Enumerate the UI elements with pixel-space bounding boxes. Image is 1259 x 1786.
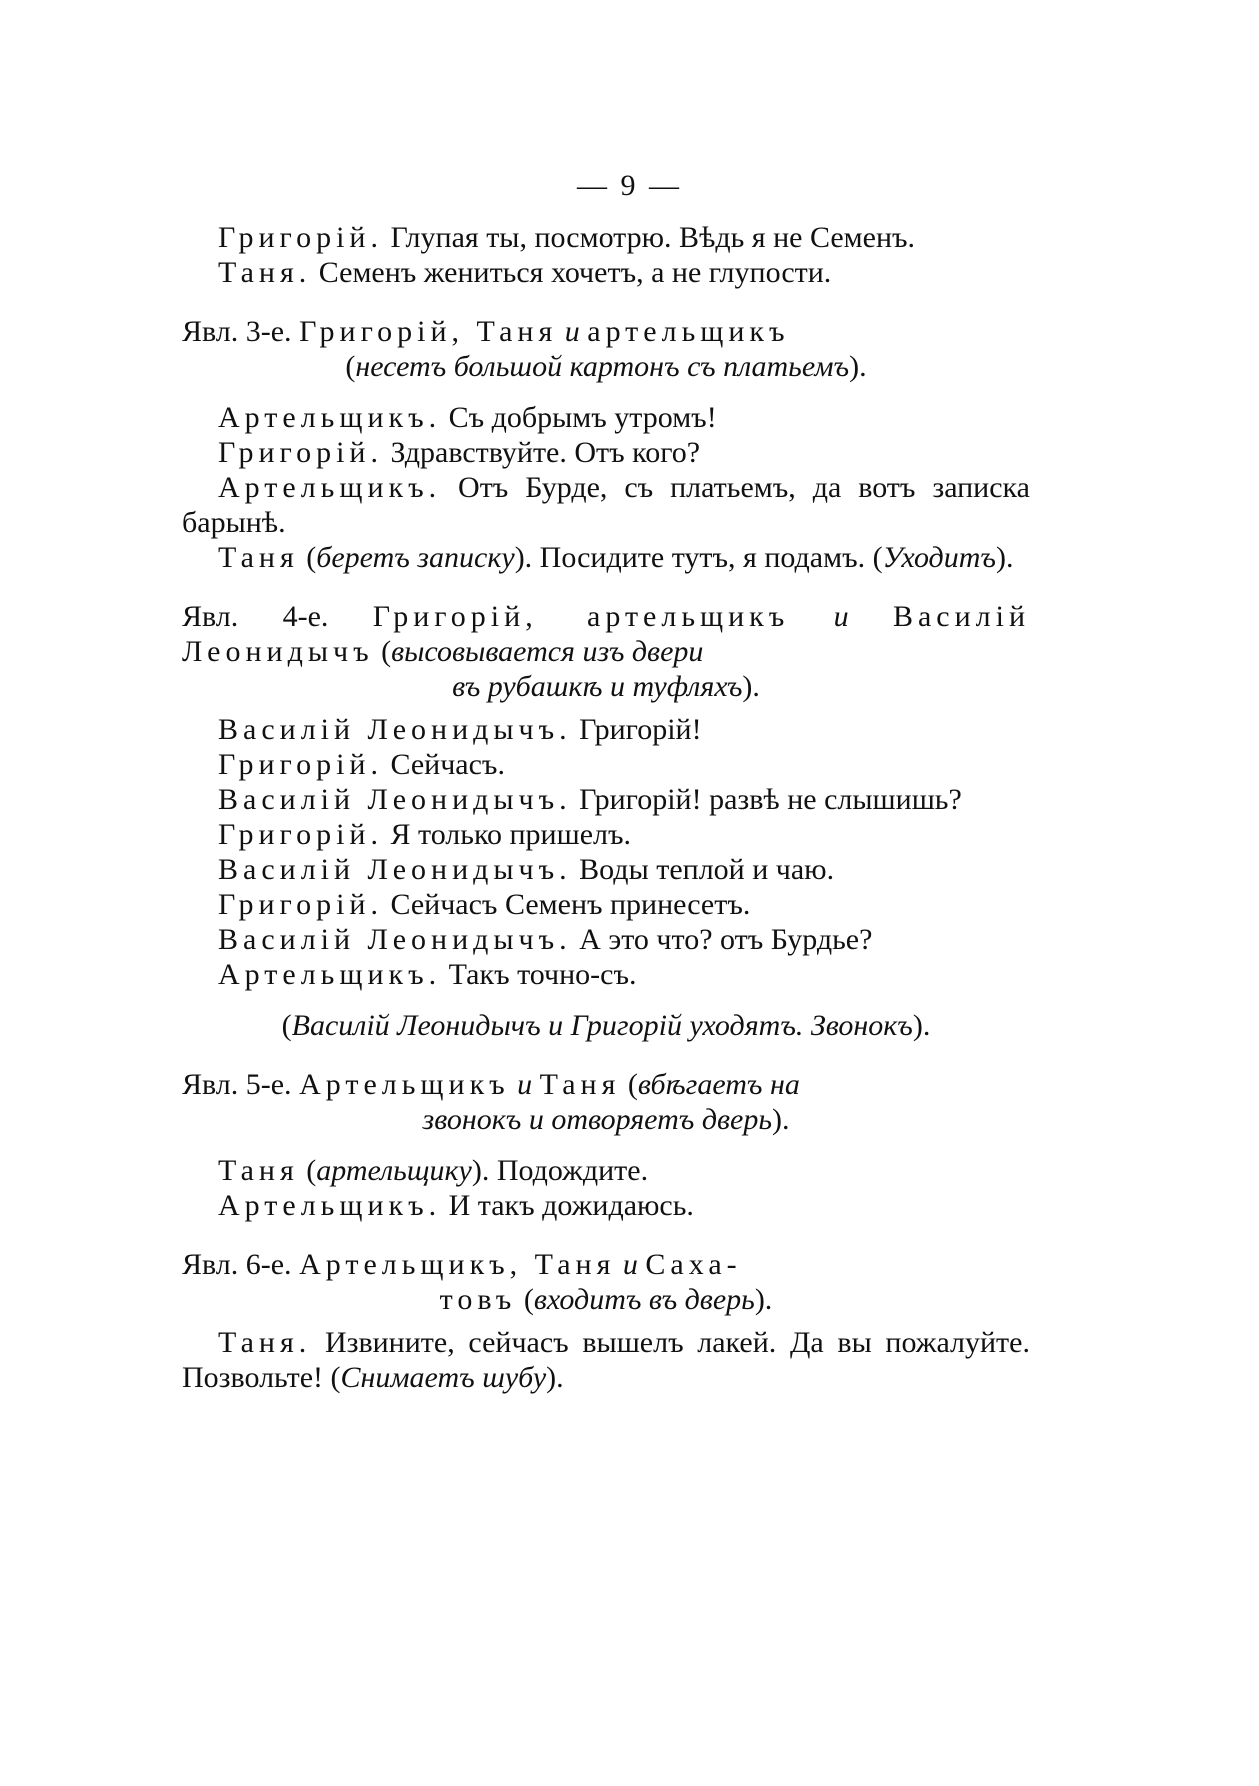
character-name: Василій Леонидычъ bbox=[182, 600, 1031, 668]
text-paragraph bbox=[182, 255, 1030, 290]
character-name: Григорій. bbox=[218, 818, 383, 851]
text-run: Сейчасъ. bbox=[382, 748, 505, 781]
character-name: Артельщикъ, Таня bbox=[299, 1248, 616, 1281]
text-run: А это что? отъ Бурдье? bbox=[571, 923, 873, 956]
character-name: Василій Леонидычъ. bbox=[218, 713, 572, 746]
stage-direction: входитъ въ дверь bbox=[533, 1283, 755, 1316]
text-paragraph bbox=[182, 1067, 1030, 1102]
stage-direction: несетъ большой картонъ съ платьемъ bbox=[355, 350, 850, 383]
character-name: Григорій. bbox=[218, 748, 383, 781]
text-run: Съ добрымъ утромъ! bbox=[441, 401, 717, 434]
character-name: Василій Леонидычъ. bbox=[218, 853, 572, 886]
text-paragraph bbox=[182, 220, 1030, 255]
stage-direction-line bbox=[182, 349, 1030, 384]
stage-direction: и bbox=[615, 1248, 646, 1281]
text-paragraph bbox=[182, 852, 1030, 887]
character-name: Артельщикъ bbox=[299, 1068, 510, 1101]
text-run: ( bbox=[298, 1154, 317, 1187]
character-name: артельщикъ bbox=[587, 315, 790, 348]
character-name: товъ bbox=[439, 1283, 517, 1316]
text-run: ). bbox=[742, 670, 760, 703]
text-paragraph bbox=[182, 782, 1030, 817]
text-paragraph bbox=[182, 922, 1030, 957]
text-paragraph bbox=[182, 1153, 1030, 1188]
text-run: Явл. 3-е. bbox=[182, 315, 300, 348]
character-name: Григорій. bbox=[218, 221, 383, 254]
character-name: Григорій, Таня bbox=[299, 315, 558, 348]
stage-direction: артельщику bbox=[316, 1154, 472, 1187]
text-paragraph bbox=[182, 540, 1030, 575]
text-run: ). bbox=[771, 1103, 790, 1136]
text-run: ( bbox=[373, 635, 392, 668]
text-paragraph bbox=[182, 1188, 1030, 1223]
text-run: Глупая ты, посмотрю. Вѣдь я не Семенъ. bbox=[382, 221, 916, 254]
text-run: ). bbox=[754, 1283, 773, 1316]
text-run: Извините, сейчасъ вышелъ лакей. Да вы пожалуйте. Позвольте! ( bbox=[182, 1326, 1030, 1394]
text-paragraph bbox=[182, 957, 1030, 992]
character-name: Саха- bbox=[645, 1248, 742, 1281]
stage-direction: Василій Леонидычъ и Григорій уходятъ. Звонокъ bbox=[291, 1009, 913, 1042]
text-paragraph bbox=[182, 747, 1030, 782]
text-run: Явл. 6-е. bbox=[182, 1248, 300, 1281]
text-run: ). Посидите тутъ, я подамъ. ( bbox=[514, 541, 883, 574]
stage-direction-line bbox=[182, 1282, 1030, 1317]
character-name: Таня. bbox=[218, 256, 312, 289]
text-run: Григорій! развѣ не слышишь? bbox=[571, 783, 962, 816]
stage-direction: высовывается изъ двери bbox=[391, 635, 704, 668]
text-paragraph bbox=[182, 314, 1030, 349]
text-paragraph bbox=[182, 599, 1030, 669]
stage-direction: Уходитъ bbox=[882, 541, 996, 574]
character-name: Таня. bbox=[218, 1326, 312, 1359]
text-paragraph bbox=[182, 470, 1030, 540]
text-run: ( bbox=[516, 1283, 534, 1316]
text-run: Григорій! bbox=[571, 713, 702, 746]
page-number: — 9 — bbox=[577, 169, 682, 202]
stage-direction-line bbox=[182, 1008, 1030, 1043]
text-run: ). Подождите. bbox=[471, 1154, 649, 1187]
text-paragraph bbox=[182, 435, 1030, 470]
text-run: ( bbox=[281, 1009, 292, 1042]
text-paragraph bbox=[182, 712, 1030, 747]
text-run: Такъ точно-съ. bbox=[441, 958, 637, 991]
stage-direction: и bbox=[789, 600, 893, 633]
stage-direction-line bbox=[182, 1102, 1030, 1137]
stage-direction: и bbox=[557, 315, 588, 348]
character-name: Артельщикъ. bbox=[218, 958, 442, 991]
text-run: И такъ дожидаюсь. bbox=[441, 1189, 694, 1222]
character-name: Василій Леонидычъ. bbox=[218, 783, 572, 816]
character-name: Артельщикъ. bbox=[218, 401, 442, 434]
stage-direction-line bbox=[182, 669, 1030, 704]
character-name: Таня bbox=[218, 1154, 299, 1187]
character-name: Григорій. bbox=[218, 436, 383, 469]
stage-direction: Снимаетъ шубу bbox=[340, 1361, 547, 1394]
stage-direction: вбѣгаетъ на bbox=[637, 1068, 800, 1101]
stage-direction: и bbox=[509, 1068, 540, 1101]
text-run: Отъ Бурде, съ платьемъ, да вотъ записка барынѣ. bbox=[182, 471, 1030, 539]
text-paragraph bbox=[182, 1247, 1030, 1282]
text-run: ( bbox=[298, 541, 317, 574]
text-run: Здравствуйте. Отъ кого? bbox=[382, 436, 701, 469]
character-name: Таня bbox=[539, 1068, 621, 1101]
text-run: Сейчасъ Семенъ принесетъ. bbox=[382, 888, 751, 921]
character-name: Григорій. bbox=[218, 888, 383, 921]
text-run: ). bbox=[849, 350, 867, 383]
text-run: Явл. 4-е. bbox=[182, 600, 373, 633]
character-name: Таня bbox=[218, 541, 299, 574]
text-paragraph bbox=[182, 1325, 1030, 1395]
stage-direction: звонокъ и отворяетъ дверь bbox=[422, 1103, 772, 1136]
stage-direction: въ рубашкѣ и туфляхъ bbox=[452, 670, 743, 703]
text-run: Я только пришелъ. bbox=[382, 818, 632, 851]
character-name: Артельщикъ. bbox=[218, 1189, 442, 1222]
text-run: Семенъ жениться хочетъ, а не глупости. bbox=[311, 256, 832, 289]
text-run: ). bbox=[912, 1009, 931, 1042]
character-name: Григорій, артельщикъ bbox=[372, 600, 790, 633]
text-run: ( bbox=[620, 1068, 638, 1101]
text-paragraph bbox=[182, 400, 1030, 435]
character-name: Василій Леонидычъ. bbox=[218, 923, 572, 956]
text-run: ). bbox=[995, 541, 1014, 574]
text-run: ( bbox=[345, 350, 356, 383]
character-name: Артельщикъ. bbox=[218, 471, 442, 504]
stage-direction: беретъ записку bbox=[316, 541, 515, 574]
play-text bbox=[182, 220, 1030, 1395]
text-paragraph bbox=[182, 887, 1030, 922]
text-run: Воды теплой и чаю. bbox=[571, 853, 835, 886]
text-run: Явл. 5-е. bbox=[182, 1068, 300, 1101]
text-paragraph bbox=[182, 817, 1030, 852]
text-run: ). bbox=[546, 1361, 564, 1394]
